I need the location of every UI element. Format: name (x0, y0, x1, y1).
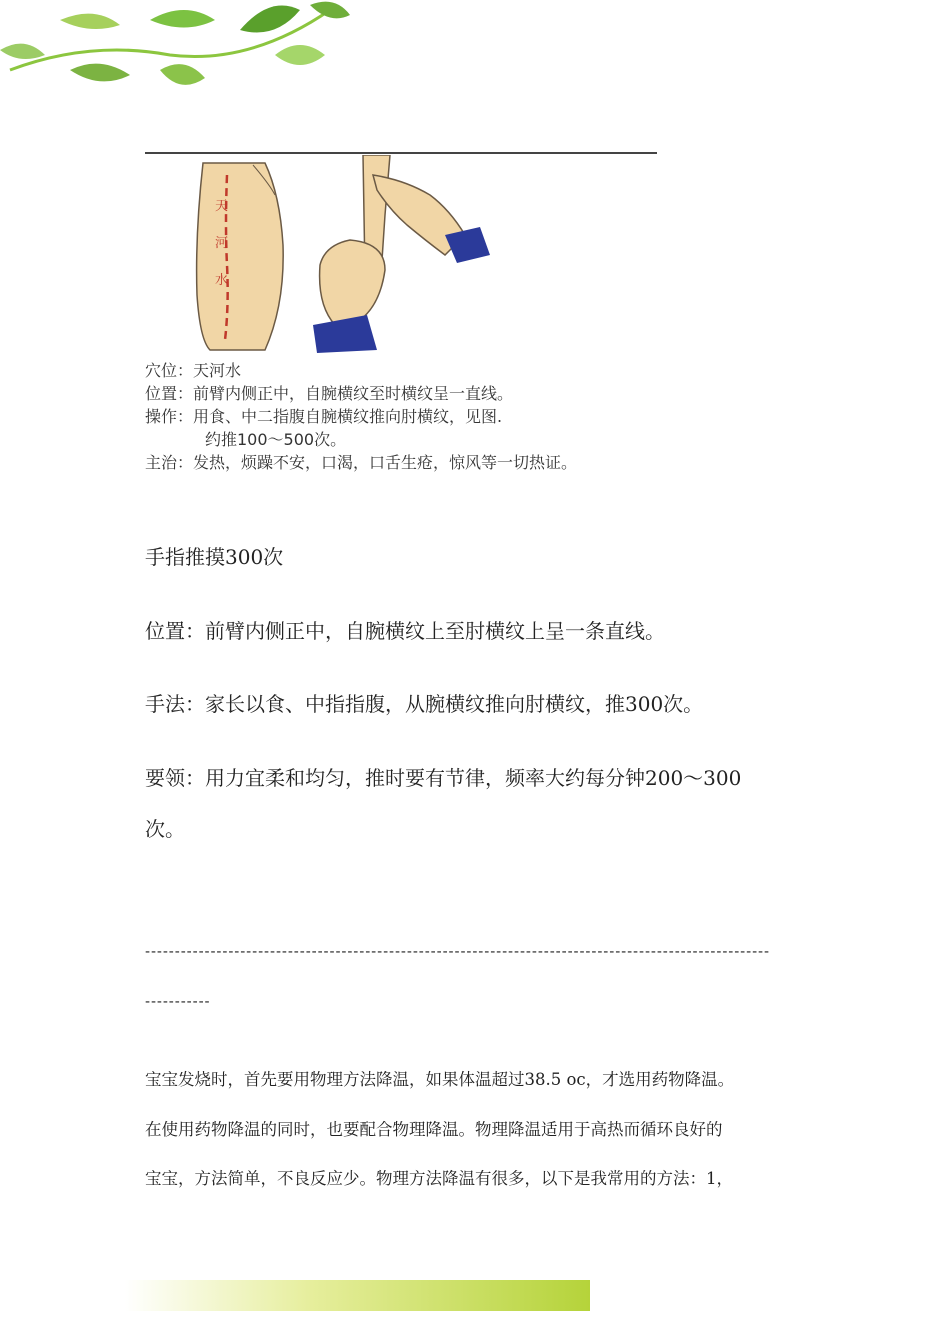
footer-gradient-bar (125, 1280, 590, 1311)
method-text: 手法：家长以食、中指指腹，从腕横纹推向肘横纹，推300次。 (145, 692, 704, 716)
section-heading: 手指推摸300次 (145, 545, 284, 569)
figure-label-char: 天 (215, 199, 229, 214)
paragraph-line2: 在使用药物降温的同时，也要配合物理降温。物理降温适用于高热而循环良好的 (145, 1120, 723, 1139)
dashed-separator-line1: --------------------------------------------------------------------------------------------------------- (145, 944, 770, 960)
paragraph-line1: 宝宝发烧时，首先要用物理方法降温，如果体温超过38.5 oc，才选用药物降温。 (145, 1070, 735, 1089)
figure-caption-position: 位置：前臂内侧正中，自腕横纹至时横纹呈一直线。 (145, 384, 514, 403)
arm-illustration (145, 155, 660, 355)
acupoint-figure (145, 145, 660, 480)
figure-caption-count: 约推100～500次。 (205, 430, 347, 449)
essentials-text-line1: 要领：用力宜柔和均匀，推时要有节律，频率大约每分钟200～300 (145, 766, 742, 790)
figure-caption-operation: 操作：用食、中二指腹自腕横纹推向肘横纹，见图. (145, 407, 503, 426)
figure-caption-acupoint: 穴位：天河水 (145, 361, 242, 380)
figure-label-char: 水 (215, 273, 229, 288)
paragraph-line3: 宝宝，方法简单，不良反应少。物理方法降温有很多，以下是我常用的方法：1， (145, 1169, 733, 1188)
figure-caption-indications: 主治：发热，烦躁不安，口渴，口舌生疮，惊风等一切热证。 (145, 453, 578, 472)
essentials-text-line2: 次。 (145, 817, 185, 841)
position-text: 位置：前臂内侧正中，自腕横纹上至肘横纹上呈一条直线。 (145, 619, 665, 643)
dashed-separator-line2: ----------- (145, 994, 211, 1010)
figure-top-rule (145, 152, 657, 154)
figure-label-char: 河 (215, 236, 229, 251)
leaf-vine-decoration (0, 0, 360, 100)
